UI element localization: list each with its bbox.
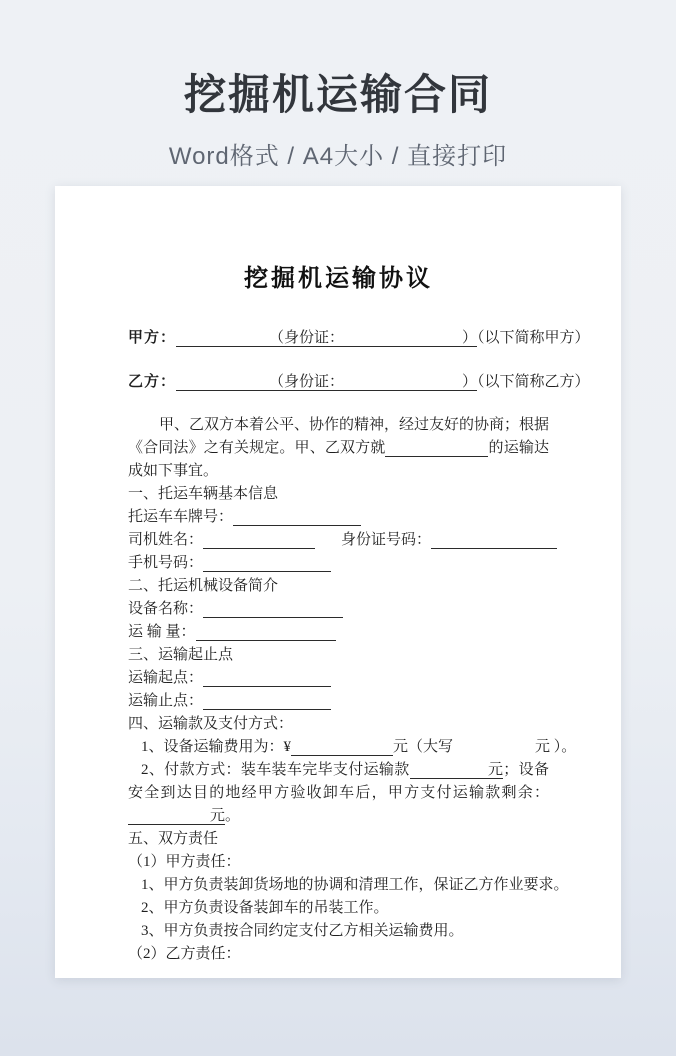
blank-space [203,681,331,682]
doc-line [128,667,549,690]
doc-line [128,690,549,713]
blank-space [410,773,488,774]
doc-line [128,529,549,552]
doc-text: 。 [225,808,241,824]
doc-text: 元（大写 [393,739,454,755]
doc-line [128,736,577,759]
document-title: 挖掘机运输协议 [244,266,433,292]
blank-space [385,451,488,452]
fill-in-blank [203,532,315,549]
doc-line [128,828,549,851]
doc-text: 运 输 量： [128,624,196,640]
fill-in-blank [196,624,336,641]
doc-text: 3、甲方负责按合同约定支付乙方相关运输费用。 [141,923,464,939]
fill-in-blank: 元 [128,808,225,825]
doc-line [128,414,549,483]
doc-text: 运输起点： [128,670,204,686]
doc-line [128,506,549,529]
doc-line [128,644,549,667]
fill-in-blank [203,601,343,618]
doc-text: 一、托运车辆基本信息 [128,486,279,502]
doc-line [128,943,549,966]
doc-text: 托运车车牌号： [128,509,234,525]
doc-text: 2、付款方式：装车装车完毕支付运输款 [141,762,410,778]
fill-in-blank [233,509,361,526]
doc-text: 身份证号码： [341,532,432,548]
header [0,0,676,171]
fill-in-blank: 元 [410,762,504,779]
fill-in-blank [203,555,331,572]
document-page [55,186,621,978]
doc-line [128,874,569,897]
doc-text: （1）甲方责任： [128,854,241,870]
page-subtitle: Word格式 / A4大小 / 直接打印 [168,143,508,170]
fill-in-blank [291,739,393,756]
doc-line [128,326,590,350]
doc-line [128,552,549,575]
doc-text: 四、运输款及支付方式： [128,716,294,732]
text-gap [315,543,341,544]
doc-text: 三、运输起止点 [128,647,234,663]
fill-in-blank [203,693,331,710]
party-label: 乙方： [128,373,177,390]
doc-text: 2、甲方负责设备装卸车的吊装工作。 [141,900,389,916]
blank-space [203,566,331,567]
text-gap [453,750,535,751]
page-title: 挖掘机运输合同 [183,71,492,118]
doc-text: 1、甲方负责装卸货场地的协调和清理工作，保证乙方作业要求。 [141,877,569,893]
document-body [128,326,590,966]
doc-text: 的运输达成如下事宜。 [128,440,549,479]
blank-space [203,704,331,705]
blank-space [344,341,462,342]
blank-space [196,635,336,636]
blank-space [233,520,361,521]
doc-line [128,851,549,874]
doc-line [128,920,549,943]
doc-line [128,759,549,828]
doc-line [128,598,549,621]
doc-text: （以下简称甲方） [477,330,590,346]
doc-text: 手机号码： [128,555,204,571]
fill-in-blank [203,670,331,687]
blank-space [291,750,393,751]
doc-text: （以下简称乙方） [477,374,590,390]
doc-line [128,575,549,598]
blank-space [176,385,269,386]
doc-text: 运输止点： [128,693,204,709]
doc-text: 司机姓名： [128,532,204,548]
doc-text: 五、双方责任 [128,831,219,847]
doc-text: 二、托运机械设备简介 [128,578,279,594]
blank-space [128,819,210,820]
fill-in-blank [385,440,488,457]
party-label: 甲方： [128,329,177,346]
blank-space [431,543,557,544]
fill-in-blank: （身份证： ） [176,374,477,391]
fill-in-blank: （身份证： ） [176,330,477,347]
doc-text: 甲、乙双方本着公平、协作的精神，经过友好的协商；根据《合同法》之有关规定。甲、乙双方就 [128,417,550,456]
doc-line [128,713,549,736]
doc-text: 设备名称： [128,601,204,617]
doc-text: ；设备安全到达目的地经甲方验收卸车后，甲方支付运输款剩余： [128,762,549,801]
fill-in-blank [431,532,557,549]
blank-space [344,385,462,386]
blank-space [203,612,343,613]
doc-text: 1、设备运输费用为：¥ [141,739,292,755]
doc-line [128,621,549,644]
doc-text: （2）乙方责任： [128,946,241,962]
blank-space [176,341,269,342]
doc-text: 元 ）。 [535,739,577,755]
doc-line [128,897,549,920]
blank-space [203,543,315,544]
doc-line [128,483,549,506]
doc-line [128,370,590,394]
